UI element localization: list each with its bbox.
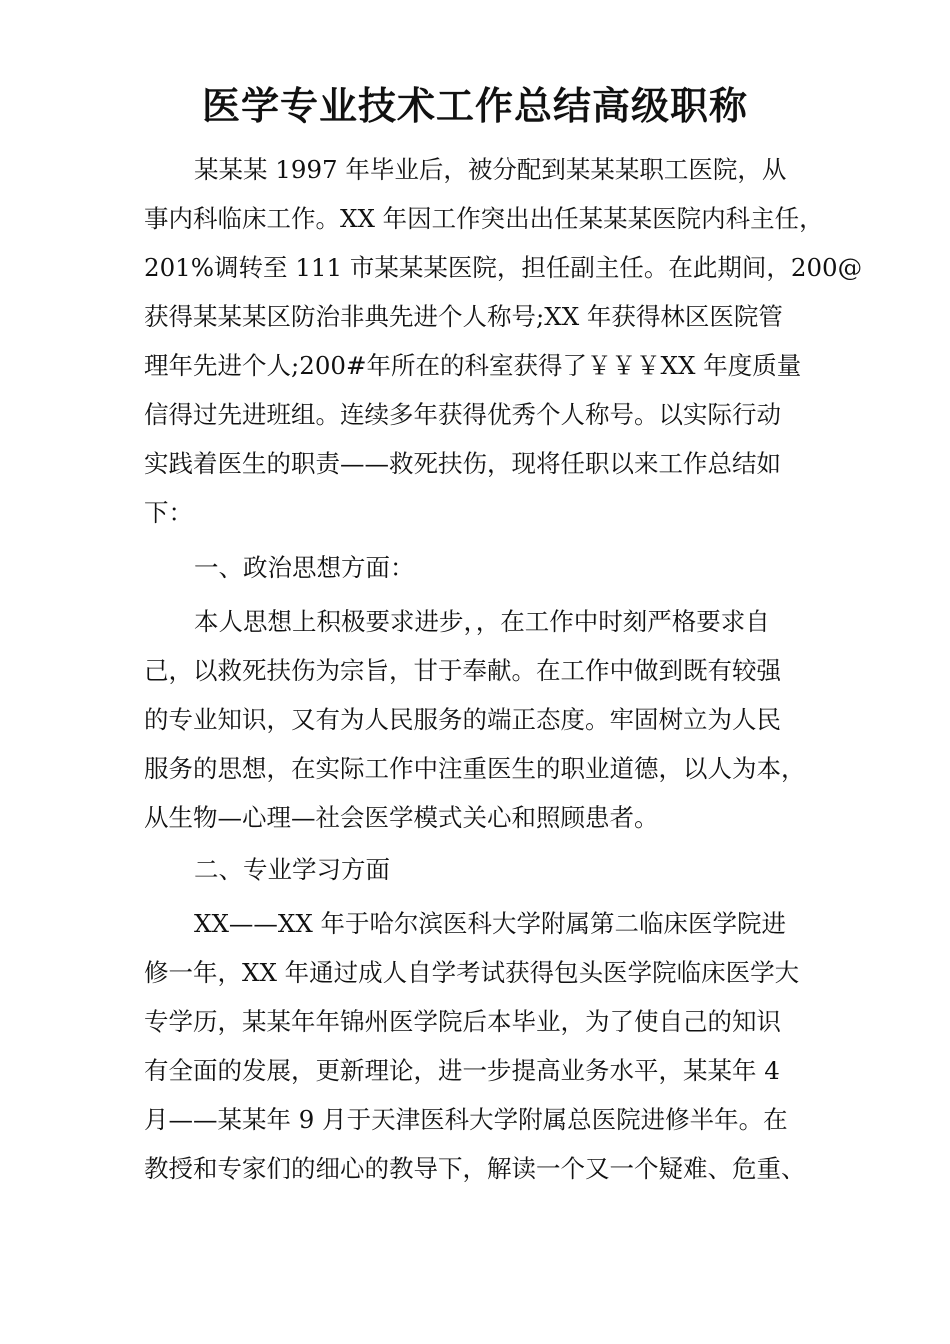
paragraph-line: 教授和专家们的细心的教导下，解读一个又一个疑难、危重、 bbox=[144, 1154, 806, 1183]
paragraph-line: 事内科临床工作。XX 年因工作突出出任某某某医院内科主任， bbox=[144, 204, 824, 233]
paragraph-line: 理年先进个人;200#年所在的科室获得了￥￥￥XX 年度质量 bbox=[144, 351, 802, 380]
paragraph-line: 修一年，XX 年通过成人自学考试获得包头医学院临床医学大 bbox=[144, 958, 800, 987]
paragraph-line: 月——某某年 9 月于天津医科大学附属总医院进修半年。在 bbox=[144, 1105, 788, 1134]
section-heading: 二、专业学习方面 bbox=[194, 855, 390, 884]
paragraph-line: 的专业知识，又有为人民服务的端正态度。牢固树立为人民 bbox=[144, 705, 781, 734]
paragraph-line: 服务的思想，在实际工作中注重医生的职业道德，以人为本， bbox=[144, 754, 806, 783]
paragraph-line: 实践着医生的职责——救死扶伤，现将任职以来工作总结如 bbox=[144, 449, 781, 478]
paragraph-line: XX——XX 年于哈尔滨医科大学附属第二临床医学院进 bbox=[194, 909, 787, 938]
paragraph-line: 己，以救死扶伤为宗旨，甘于奉献。在工作中做到既有较强 bbox=[144, 656, 781, 685]
section-heading: 一、政治思想方面： bbox=[194, 553, 415, 582]
paragraph-line: 201%调转至 111 市某某某医院，担任副主任。在此期间，200@ bbox=[144, 253, 863, 282]
paragraph-line: 从生物—心理—社会医学模式关心和照顾患者。 bbox=[144, 803, 659, 832]
paragraph-line: 获得某某某区防治非典先进个人称号;XX 年获得林区医院管 bbox=[144, 302, 783, 331]
paragraph-line: 本人思想上积极要求进步，，在工作中时刻严格要求自 bbox=[194, 607, 770, 636]
paragraph-line: 有全面的发展，更新理论，进一步提高业务水平，某某年 4 bbox=[144, 1056, 780, 1085]
paragraph-line: 下： bbox=[144, 498, 193, 527]
document-title: 医学专业技术工作总结高级职称 bbox=[201, 83, 748, 128]
paragraph-line: 专学历，某某年年锦州医学院后本毕业，为了使自己的知识 bbox=[144, 1007, 781, 1036]
paragraph-line: 某某某 1997 年毕业后，被分配到某某某职工医院，从 bbox=[194, 155, 787, 184]
paragraph-line: 信得过先进班组。连续多年获得优秀个人称号。以实际行动 bbox=[144, 400, 781, 429]
